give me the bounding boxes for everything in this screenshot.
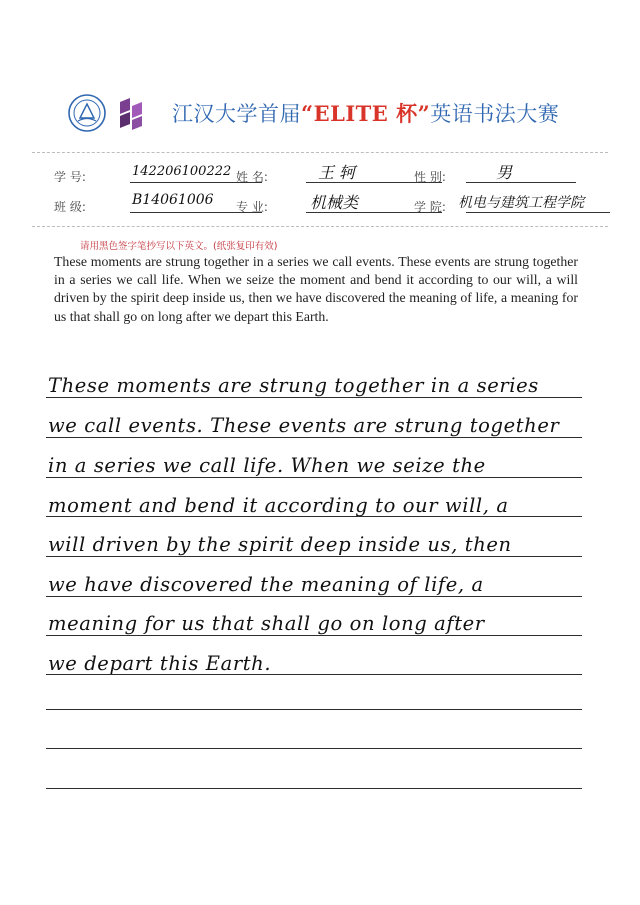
title-elite: “ELITE 杯”	[301, 101, 431, 126]
handwriting-line: in a series we call life. When we seize the	[48, 454, 486, 477]
ruled-line	[46, 516, 582, 517]
title-suffix: 英语书法大赛	[430, 102, 560, 126]
handwriting-line: we call events. These events are strung together	[48, 414, 560, 437]
handwriting-line: These moments are strung together in a series	[48, 374, 539, 397]
handwriting-line: we depart this Earth.	[48, 652, 272, 675]
school-label: 学 院:	[414, 200, 446, 214]
ruled-line	[46, 748, 582, 749]
form-row-1	[48, 160, 618, 186]
student-id-label: 学 号:	[54, 170, 86, 184]
ruled-line	[46, 788, 582, 789]
major-value: 机械类	[310, 193, 359, 212]
gender-line	[466, 182, 576, 183]
name-label: 姓 名:	[236, 170, 268, 184]
divider	[32, 226, 608, 227]
ruled-line	[46, 635, 582, 636]
ruled-line	[46, 596, 582, 597]
source-passage: These moments are strung together in a series we call events. These events are strung together in a series we call life. When we seize the moment and bend it according to our will, a will driven by the spirit deep inside us, then we have discovered the meaning of life, a meaning for us that shall go on long after we depart this Earth.	[54, 254, 578, 324]
class-label: 班 级:	[54, 200, 86, 214]
brand-cube-icon	[114, 96, 148, 130]
contest-header	[60, 86, 600, 136]
ruled-line	[46, 437, 582, 438]
instruction-text: 请用黑色签字笔抄写以下英文。(纸张复印有效)	[80, 241, 278, 252]
school-value: 机电与建筑工程学院	[458, 195, 584, 211]
contest-title	[172, 98, 559, 128]
major-label: 专 业:	[236, 200, 268, 214]
handwriting-line: we have discovered the meaning of life, a	[48, 573, 484, 596]
student-id-value: 142206100222	[132, 164, 232, 179]
ruled-line	[46, 477, 582, 478]
class-value: B14061006	[132, 192, 214, 208]
handwriting-line: moment and bend it according to our will, a	[48, 494, 509, 517]
ruled-line	[46, 709, 582, 710]
name-value: 王 轲	[318, 163, 356, 182]
university-seal-icon	[68, 94, 106, 132]
gender-label: 性 别:	[414, 170, 446, 184]
ruled-line	[46, 397, 582, 398]
form-row-2	[48, 190, 618, 216]
handwriting-line: will driven by the spirit deep inside us, then	[48, 533, 512, 556]
gender-value: 男	[496, 163, 513, 182]
divider	[32, 152, 608, 153]
ruled-line	[46, 674, 582, 675]
handwriting-line: meaning for us that shall go on long after	[48, 612, 485, 635]
ruled-line	[46, 556, 582, 557]
title-prefix: 江汉大学首届	[172, 102, 301, 126]
school-line	[466, 212, 610, 213]
